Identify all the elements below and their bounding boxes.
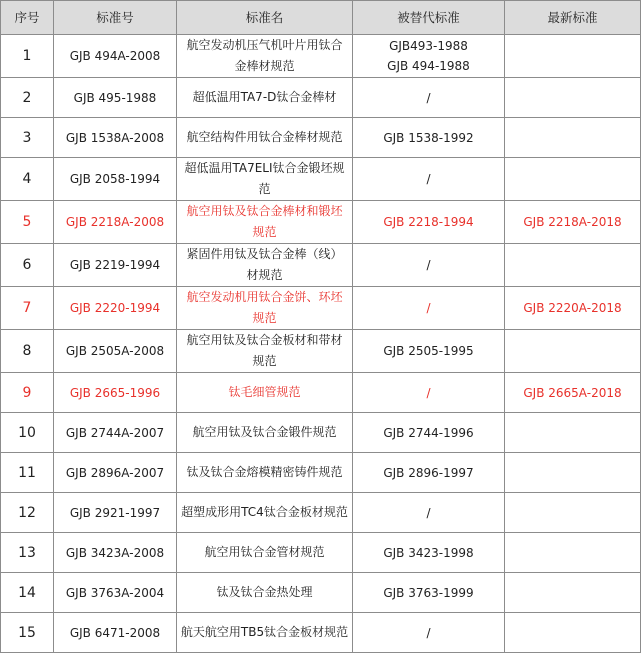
serial-no-cell: 2	[1, 78, 54, 118]
replaced-standard-line: /	[426, 505, 431, 520]
latest-standard-cell: GJB 2218A-2018	[505, 201, 641, 244]
serial-no-cell: 10	[1, 413, 54, 453]
standard-name-cell	[177, 533, 353, 573]
serial-no-cell: 9	[1, 373, 54, 413]
latest-standard-cell	[505, 413, 641, 453]
replaced-standard-cell	[353, 118, 505, 158]
latest-standard-cell: GJB 2665A-2018	[505, 373, 641, 413]
standard-code-cell: GJB 2218A-2008	[54, 201, 177, 244]
header-latest-standard: 最新标准	[505, 1, 641, 35]
table-row	[1, 373, 641, 413]
standard-name-line: 规范	[252, 225, 277, 239]
replaced-standard-cell	[353, 201, 505, 244]
table-row	[1, 533, 641, 573]
standard-code-cell: GJB 494A-2008	[54, 35, 177, 78]
replaced-standard-line: GJB 1538-1992	[383, 130, 474, 145]
replaced-standard-line: /	[426, 258, 431, 272]
serial-no-cell: 8	[1, 330, 54, 373]
serial-no-cell: 15	[1, 613, 54, 653]
table-row	[1, 413, 641, 453]
standard-code-cell: GJB 2921-1997	[54, 493, 177, 533]
standard-code-cell: GJB 2220-1994	[54, 287, 177, 330]
standard-name-line: 钛及钛合金熔模精密铸件规范	[186, 465, 343, 479]
standard-name-cell	[177, 330, 353, 373]
table-row	[1, 78, 641, 118]
standard-code-cell: GJB 2744A-2007	[54, 413, 177, 453]
replaced-standard-line: GJB 3763-1999	[383, 585, 474, 600]
replaced-standard-cell	[353, 373, 505, 413]
latest-standard-cell	[505, 78, 641, 118]
standard-name-cell	[177, 493, 353, 533]
table-row	[1, 330, 641, 373]
serial-no-cell: 7	[1, 287, 54, 330]
standard-name-cell	[177, 613, 353, 653]
standard-name-cell	[177, 573, 353, 613]
replaced-standard-cell	[353, 493, 505, 533]
replaced-standard-line: GJB 494-1988	[387, 59, 470, 73]
replaced-standard-line: GJB 2218-1994	[383, 215, 474, 229]
standard-name-line: 材规范	[246, 268, 283, 282]
standard-name-line: 航空发动机压气机叶片用钛合	[186, 38, 343, 52]
table-row	[1, 287, 641, 330]
table-row	[1, 35, 641, 78]
standard-code-cell: GJB 3423A-2008	[54, 533, 177, 573]
standard-name-line: 范	[258, 182, 271, 196]
latest-standard-cell	[505, 493, 641, 533]
replaced-standard-line: /	[426, 301, 431, 315]
standard-code-cell: GJB 2665-1996	[54, 373, 177, 413]
standard-name-line: 钛及钛合金热处理	[216, 585, 313, 599]
table-row	[1, 573, 641, 613]
table-row	[1, 158, 641, 201]
standard-code-cell: GJB 6471-2008	[54, 613, 177, 653]
standard-name-line: 规范	[252, 354, 277, 368]
standard-name-line: 超低温用TA7-D钛合金棒材	[192, 90, 337, 104]
table-body	[1, 35, 641, 653]
replaced-standard-cell	[353, 158, 505, 201]
latest-standard-cell	[505, 244, 641, 287]
standard-name-cell	[177, 373, 353, 413]
latest-standard-cell	[505, 573, 641, 613]
standard-name-line: 超塑成形用TC4钛合金板材规范	[181, 505, 348, 519]
latest-standard-cell	[505, 118, 641, 158]
standard-name-cell	[177, 78, 353, 118]
table-row	[1, 613, 641, 653]
replaced-standard-cell	[353, 330, 505, 373]
standard-code-cell: GJB 2505A-2008	[54, 330, 177, 373]
replaced-standard-line: /	[426, 90, 431, 105]
table-row	[1, 244, 641, 287]
serial-no-cell: 14	[1, 573, 54, 613]
table-row	[1, 493, 641, 533]
standard-name-line: 航空用钛合金管材规范	[204, 545, 325, 559]
header-row	[1, 1, 641, 35]
header-replaced-standard: 被替代标准	[353, 1, 505, 35]
table-row	[1, 201, 641, 244]
header-standard-name: 标准名	[177, 1, 353, 35]
latest-standard-cell	[505, 158, 641, 201]
replaced-standard-cell	[353, 613, 505, 653]
replaced-standard-cell	[353, 413, 505, 453]
replaced-standard-line: /	[426, 625, 431, 640]
standard-name-cell	[177, 201, 353, 244]
serial-no-cell: 6	[1, 244, 54, 287]
standard-name-line: 航空结构件用钛合金棒材规范	[186, 130, 343, 144]
table-row	[1, 118, 641, 158]
standard-name-line: 航空用钛及钛合金锻件规范	[192, 425, 337, 439]
standard-name-cell	[177, 118, 353, 158]
replaced-standard-line: GJB 2744-1996	[383, 425, 474, 440]
latest-standard-cell	[505, 453, 641, 493]
latest-standard-cell	[505, 330, 641, 373]
replaced-standard-cell	[353, 35, 505, 78]
standard-code-cell: GJB 2896A-2007	[54, 453, 177, 493]
standard-name-line: 航空用钛及钛合金棒材和锻坯	[186, 204, 343, 218]
replaced-standard-cell	[353, 78, 505, 118]
standard-name-cell	[177, 244, 353, 287]
standard-code-cell: GJB 1538A-2008	[54, 118, 177, 158]
replaced-standard-line: GJB 2505-1995	[383, 344, 474, 358]
standard-name-line: 航天航空用TB5钛合金板材规范	[180, 625, 349, 639]
replaced-standard-cell	[353, 573, 505, 613]
serial-no-cell: 3	[1, 118, 54, 158]
replaced-standard-cell	[353, 453, 505, 493]
standard-name-line: 航空发动机用钛合金饼、环坯	[186, 290, 343, 304]
standard-name-line: 航空用钛及钛合金板材和带材	[186, 333, 343, 347]
replaced-standard-cell	[353, 533, 505, 573]
replaced-standard-line: GJB 2896-1997	[383, 465, 474, 480]
standard-name-line: 紧固件用钛及钛合金棒（线）	[186, 247, 343, 261]
standard-code-cell: GJB 3763A-2004	[54, 573, 177, 613]
replaced-standard-line: /	[426, 385, 431, 400]
replaced-standard-line: /	[426, 172, 431, 186]
standard-name-cell	[177, 158, 353, 201]
serial-no-cell: 13	[1, 533, 54, 573]
serial-no-cell: 11	[1, 453, 54, 493]
replaced-standard-line: GJB493-1988	[389, 39, 468, 53]
standard-name-line: 超低温用TA7ELI钛合金锻坯规	[184, 161, 345, 175]
header-standard-code: 标准号	[54, 1, 177, 35]
latest-standard-cell	[505, 613, 641, 653]
table-row	[1, 453, 641, 493]
serial-no-cell: 5	[1, 201, 54, 244]
standard-name-cell	[177, 287, 353, 330]
replaced-standard-cell	[353, 244, 505, 287]
standard-name-cell	[177, 413, 353, 453]
standard-name-cell	[177, 35, 353, 78]
serial-no-cell: 4	[1, 158, 54, 201]
header-serial-no: 序号	[1, 1, 54, 35]
latest-standard-cell	[505, 533, 641, 573]
standard-name-line: 金棒材规范	[234, 59, 295, 73]
standard-code-cell: GJB 495-1988	[54, 78, 177, 118]
standard-name-line: 规范	[252, 311, 277, 325]
standard-name-line: 钛毛细管规范	[228, 385, 301, 399]
standard-code-cell: GJB 2219-1994	[54, 244, 177, 287]
replaced-standard-cell	[353, 287, 505, 330]
serial-no-cell: 1	[1, 35, 54, 78]
latest-standard-cell	[505, 35, 641, 78]
replaced-standard-line: GJB 3423-1998	[383, 545, 474, 560]
latest-standard-cell: GJB 2220A-2018	[505, 287, 641, 330]
standard-code-cell: GJB 2058-1994	[54, 158, 177, 201]
standard-name-cell	[177, 453, 353, 493]
serial-no-cell: 12	[1, 493, 54, 533]
